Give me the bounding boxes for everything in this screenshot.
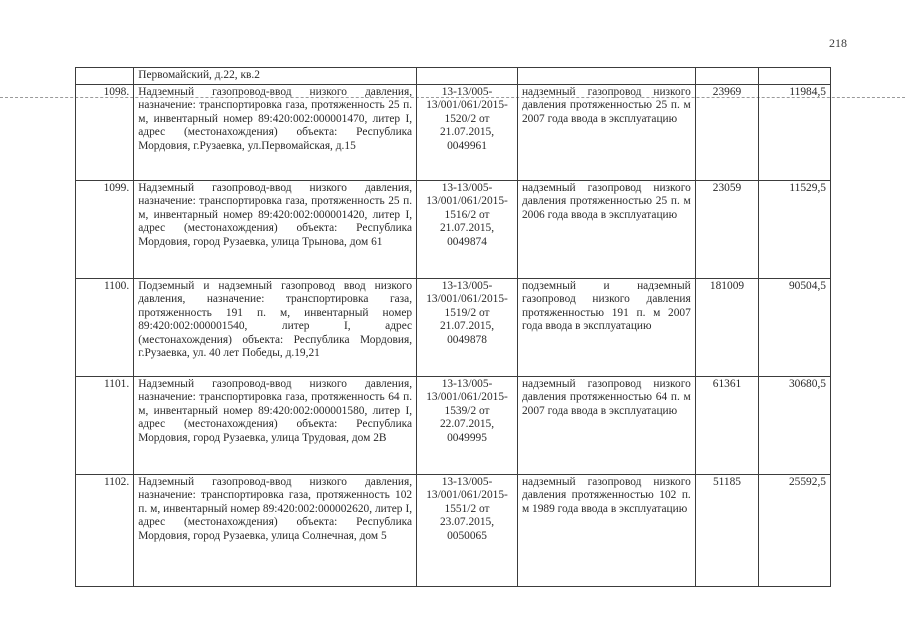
object-description-cell [134, 68, 417, 85]
object-characteristics: подземный и надземный газопровод низкого давления протяженностью 191 п. м 2007 года ввода в эксплуатацию [521, 279, 691, 332]
registration-record: 13-13/005- 13/001/061/2015- 1551/2 от 23.07.2015, 0050065 [426, 475, 508, 542]
registration-record: 13-13/005- 13/001/061/2015- 1519/2 от 21.07.2015, 0049878 [426, 279, 508, 346]
row-number-cell [76, 68, 134, 85]
value-1-cell [695, 68, 758, 85]
row-number: 1102. [76, 474, 134, 586]
table-row [76, 376, 831, 474]
registration-cell [417, 376, 518, 474]
characteristics-cell [517, 278, 695, 376]
object-characteristics: надземный газопровод низкого давления протяженностью 102 п. м 1989 года ввода в эксплуатацию [521, 475, 691, 515]
value-1: 181009 [695, 278, 758, 376]
characteristics-cell [517, 68, 695, 85]
characteristics-cell [517, 84, 695, 180]
object-description-cell [134, 474, 417, 586]
object-description: Первомайский, д.22, кв.2 [138, 69, 260, 81]
row-number: 1101. [76, 376, 134, 474]
registration-cell [417, 180, 518, 278]
registration-cell [417, 68, 518, 85]
object-description: Надземный газопровод-ввод низкого давления, назначение: транспортировка газа, протяженность 25 п. м, инвентарный номер 89:420:002:000001470, литер I, адрес (местонахождения) объекта: Республика Мордовия, г.Рузаевка, ул.Первомайская, д.15 [138, 85, 413, 152]
object-description-cell [134, 376, 417, 474]
row-number: 1099. [76, 180, 134, 278]
object-description: Подземный и надземный газопровод ввод низкого давления, назначение: транспортировка газа, протяженность 191 п. м, инвентарный номер 89:420:002:000001540, литер I, адрес (местонахождения) объекта: Республика Мордовия, г.Рузаевка, ул. 40 лет Победы, д.19,21 [138, 279, 413, 359]
value-1: 51185 [695, 474, 758, 586]
registration-record: 13-13/005- 13/001/061/2015- 1539/2 от 22.07.2015, 0049995 [426, 377, 508, 444]
table-row [76, 474, 831, 586]
object-characteristics: надземный газопровод низкого давления протяженностью 25 п. м 2007 года ввода в эксплуатацию [521, 85, 691, 125]
value-2: 11529,5 [759, 180, 831, 278]
object-description: Надземный газопровод-ввод низкого давления, назначение: транспортировка газа, протяженность 64 п. м, инвентарный номер 89:420:002:000001580, литер I, адрес (местонахождения) объекта: Республика Мордовия, город Рузаевка, улица Трудовая, дом 2В [138, 377, 413, 444]
object-characteristics: надземный газопровод низкого давления протяженностью 64 п. м 2007 года ввода в эксплуатацию [521, 377, 691, 417]
object-description-cell [134, 278, 417, 376]
value-2: 11984,5 [759, 84, 831, 180]
table-row [76, 278, 831, 376]
page-number: 218 [829, 36, 847, 50]
value-2: 30680,5 [759, 376, 831, 474]
characteristics-cell [517, 376, 695, 474]
value-1: 23969 [695, 84, 758, 180]
registration-cell [417, 84, 518, 180]
row-number: 1098. [76, 84, 134, 180]
table-row [76, 84, 831, 180]
property-register-table [75, 67, 831, 587]
object-description-cell [134, 180, 417, 278]
value-2: 25592,5 [759, 474, 831, 586]
registration-cell [417, 278, 518, 376]
object-description: Надземный газопровод-ввод низкого давления, назначение: транспортировка газа, протяженность 25 п. м, инвентарный номер 89:420:002:000001420, литер I, адрес (местонахождения) объекта: Республика Мордовия, город Рузаевка, улица Трынова, дом 61 [138, 181, 413, 248]
row-number: 1100. [76, 278, 134, 376]
object-characteristics: надземный газопровод низкого давления протяженностью 25 п. м 2006 года ввода в эксплуатацию [521, 181, 691, 221]
value-1: 23059 [695, 180, 758, 278]
characteristics-cell [517, 180, 695, 278]
object-description: Надземный газопровод-ввод низкого давления, назначение: транспортировка газа, протяженность 102 п. м, инвентарный номер 89:420:002:000002620, литер I, адрес (местонахождения) объекта: Республика Мордовия, город Рузаевка, улица Солнечная, дом 5 [138, 475, 413, 542]
value-1: 61361 [695, 376, 758, 474]
value-2: 90504,5 [759, 278, 831, 376]
table-row [76, 180, 831, 278]
table-row-continuation [76, 68, 831, 85]
registration-record: 13-13/005- 13/001/061/2015- 1520/2 от 21.07.2015, 0049961 [426, 85, 508, 152]
object-description-cell [134, 84, 417, 180]
value-2-cell [759, 68, 831, 85]
registration-record: 13-13/005- 13/001/061/2015- 1516/2 от 21.07.2015, 0049874 [426, 181, 508, 248]
characteristics-cell [517, 474, 695, 586]
registration-cell [417, 474, 518, 586]
